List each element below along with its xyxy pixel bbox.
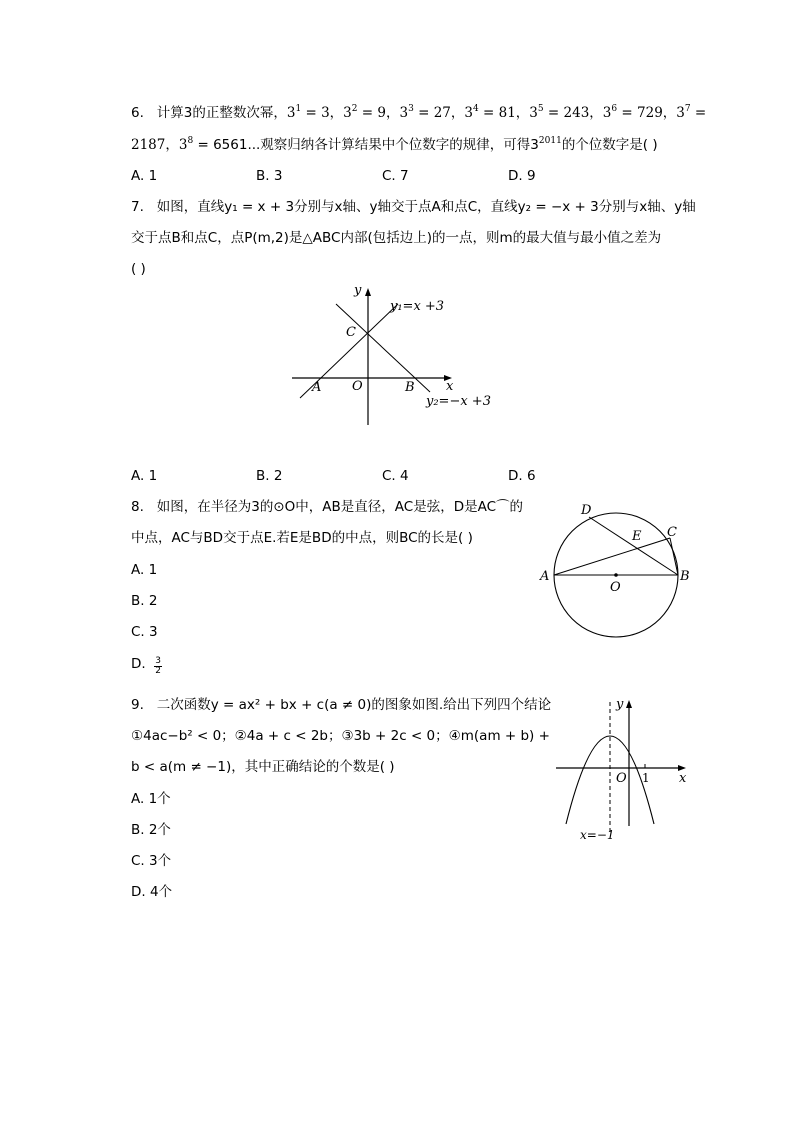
q8-option-c[interactable]: C. 3	[131, 624, 158, 640]
q9-origin-label: O	[616, 771, 627, 786]
q7-option-c[interactable]: C. 4	[382, 468, 409, 484]
q9-line1: 9. 二次函数y = ax² + bx + c(a ≠ 0)的图象如图.给出下列四个结论	[131, 697, 552, 713]
q9-option-c[interactable]: C. 3个	[131, 853, 172, 869]
q9-tick-one: 1	[642, 771, 650, 785]
q9-option-a[interactable]: A. 1个	[131, 791, 171, 807]
q8-option-a[interactable]: A. 1	[131, 562, 158, 578]
q6-line2: 2187，$3^8 = 6561$...观察归纳各计算结果中个位数字的规律，可得$3^{2011}$的个位数字是( )	[131, 136, 658, 153]
q7-point-b: B	[405, 380, 415, 395]
q9-option-b[interactable]: B. 2个	[131, 822, 171, 838]
q7-point-c: C	[346, 325, 356, 340]
q7-line2: 交于点B和点C，点P(m,2)是△ABC内部(包括边上)的一点，则m的最大值与最小值之差为	[131, 230, 662, 246]
q8-point-e: E	[632, 529, 642, 544]
q8-number: 8.	[131, 499, 144, 515]
q7-origin-label: O	[352, 379, 363, 394]
q7-point-a: A	[312, 380, 322, 395]
q8-point-c: C	[667, 525, 677, 540]
q7-option-d[interactable]: D. 6	[508, 468, 536, 484]
q7-line3: ( )	[131, 261, 146, 277]
q8-figure	[534, 496, 698, 642]
q9-line3: b < a(m ≠ −1)，其中正确结论的个数是( )	[131, 759, 395, 775]
q8-line1: 8. 如图，在半径为3的⊙O中，AB是直径，AC是弦，D是AC⌒的	[131, 499, 524, 515]
q9-y-axis-label: y	[616, 697, 624, 712]
q8-point-o: O	[610, 580, 621, 595]
q6-line1	[131, 104, 706, 122]
q9-figure	[550, 692, 700, 844]
q7-line1-label: y₁=x +3	[390, 299, 445, 314]
q8-point-a: A	[540, 569, 550, 584]
q6-number: 6.	[131, 105, 144, 121]
q8-point-d: D	[581, 503, 592, 518]
q7-line1: 7. 如图，直线y₁ = x + 3分别与x轴、y轴交于点A和点C，直线y₂ = −x + 3分别与x轴、y轴	[131, 199, 696, 215]
q9-x-axis-label: x	[679, 771, 687, 786]
q7-line2-label: y₂=−x +3	[426, 394, 491, 409]
q8-line2: 中点，AC与BD交于点E.若E是BD的中点，则BC的长是( )	[131, 530, 473, 546]
q8-point-b: B	[680, 569, 690, 584]
q7-option-a[interactable]: A. 1	[131, 468, 158, 484]
q6-option-a[interactable]: A. 1	[131, 168, 158, 184]
q6-power: $3^1 = 3$，$3^2 = 9$，$3^3 = 27$，$3^4 = 81$，$3^5 = 243$，$3^6 = 729$，$3^7$ =	[286, 104, 707, 121]
q6-option-b[interactable]: B. 3	[256, 168, 283, 184]
q7-number: 7.	[131, 199, 144, 215]
q7-option-b[interactable]: B. 2	[256, 468, 283, 484]
q7-x-axis-label: x	[446, 379, 454, 394]
q6-option-c[interactable]: C. 7	[382, 168, 409, 184]
q6-option-d[interactable]: D. 9	[508, 168, 536, 184]
q9-number: 9.	[131, 697, 144, 713]
q8-option-d[interactable]: D. $\frac{3}{2}$	[131, 656, 162, 676]
q7-y-axis-label: y	[354, 283, 362, 298]
q8-option-b[interactable]: B. 2	[131, 593, 158, 609]
q9-line2: ①4ac−b² < 0；②4a + c < 2b；③3b + 2c < 0；④m(am + b) +	[131, 728, 550, 744]
q9-option-d[interactable]: D. 4个	[131, 884, 173, 900]
q6-text: 计算3的正整数次幂，	[156, 105, 287, 121]
q9-symmetry-label: x=−1	[580, 828, 615, 842]
q7-figure	[280, 280, 520, 430]
